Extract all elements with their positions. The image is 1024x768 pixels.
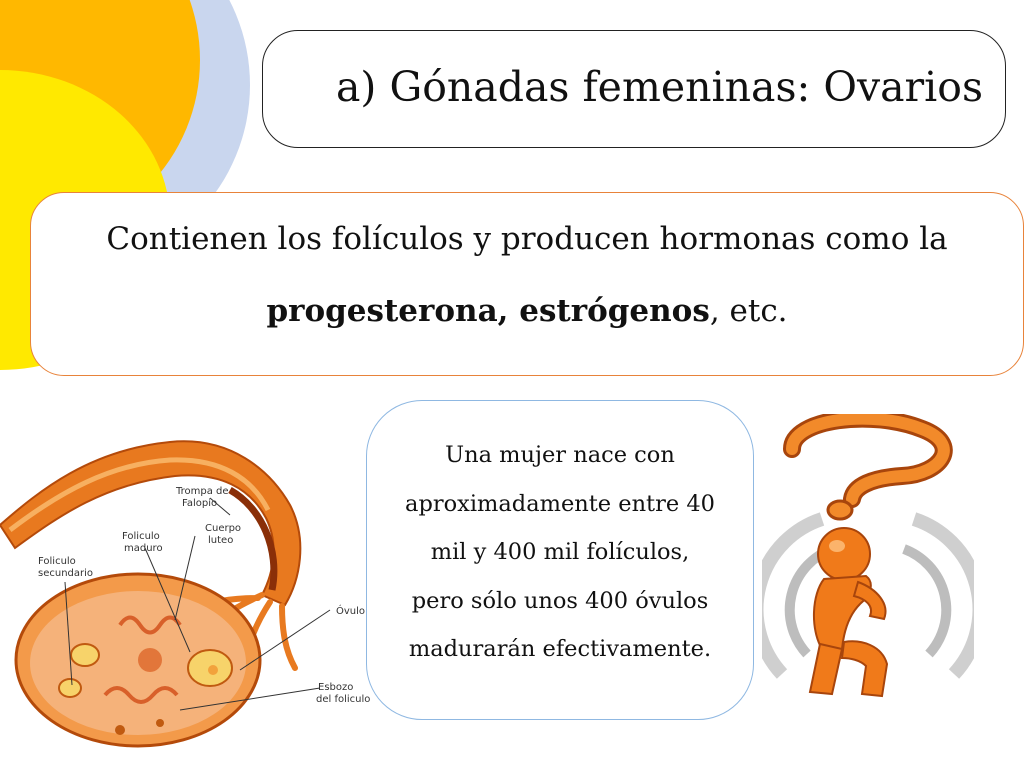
title-box — [262, 30, 1006, 148]
info-line: aproximadamente entre 40 — [405, 490, 715, 517]
label-esbozo-2: del foliculo — [316, 694, 371, 705]
info-line: pero sólo unos 400 óvulos — [411, 587, 709, 614]
thinking-person-icon — [762, 414, 974, 704]
label-cuerpo-1: Cuerpo — [205, 523, 242, 534]
content-box — [30, 192, 1024, 376]
ovary-diagram — [0, 430, 372, 768]
info-line: mil y 400 mil folículos, — [430, 539, 690, 565]
content-rest-text: , etc. — [709, 293, 788, 329]
slide-title: a) Gónadas femeninas: Ovarios — [335, 63, 983, 111]
label-cuerpo-2: luteo — [208, 535, 234, 546]
label-maduro-2: maduro — [124, 543, 163, 554]
info-text — [389, 431, 731, 674]
label-maduro-1: Foliculo — [122, 531, 160, 542]
figure-body — [810, 528, 887, 696]
hormones-bold-text: progesterona, estrógenos — [266, 293, 710, 329]
label-secundario-1: Foliculo — [38, 556, 76, 567]
label-ovulo: Óvulo — [336, 606, 366, 617]
label-esbozo-1: Esbozo — [318, 682, 354, 693]
info-box — [366, 400, 754, 720]
info-line: madurarán efectivamente. — [408, 636, 712, 662]
label-trompa-1: Trompa de — [176, 486, 229, 497]
question-mark-icon — [792, 419, 944, 519]
info-line: Una mujer nace con — [445, 442, 675, 468]
label-secundario-2: secundario — [38, 568, 94, 579]
content-text-line1: Contienen los folículos y producen hormonas como la — [106, 221, 948, 257]
content-text-line2 — [31, 293, 1023, 329]
label-trompa-2: Falopio — [182, 498, 218, 509]
